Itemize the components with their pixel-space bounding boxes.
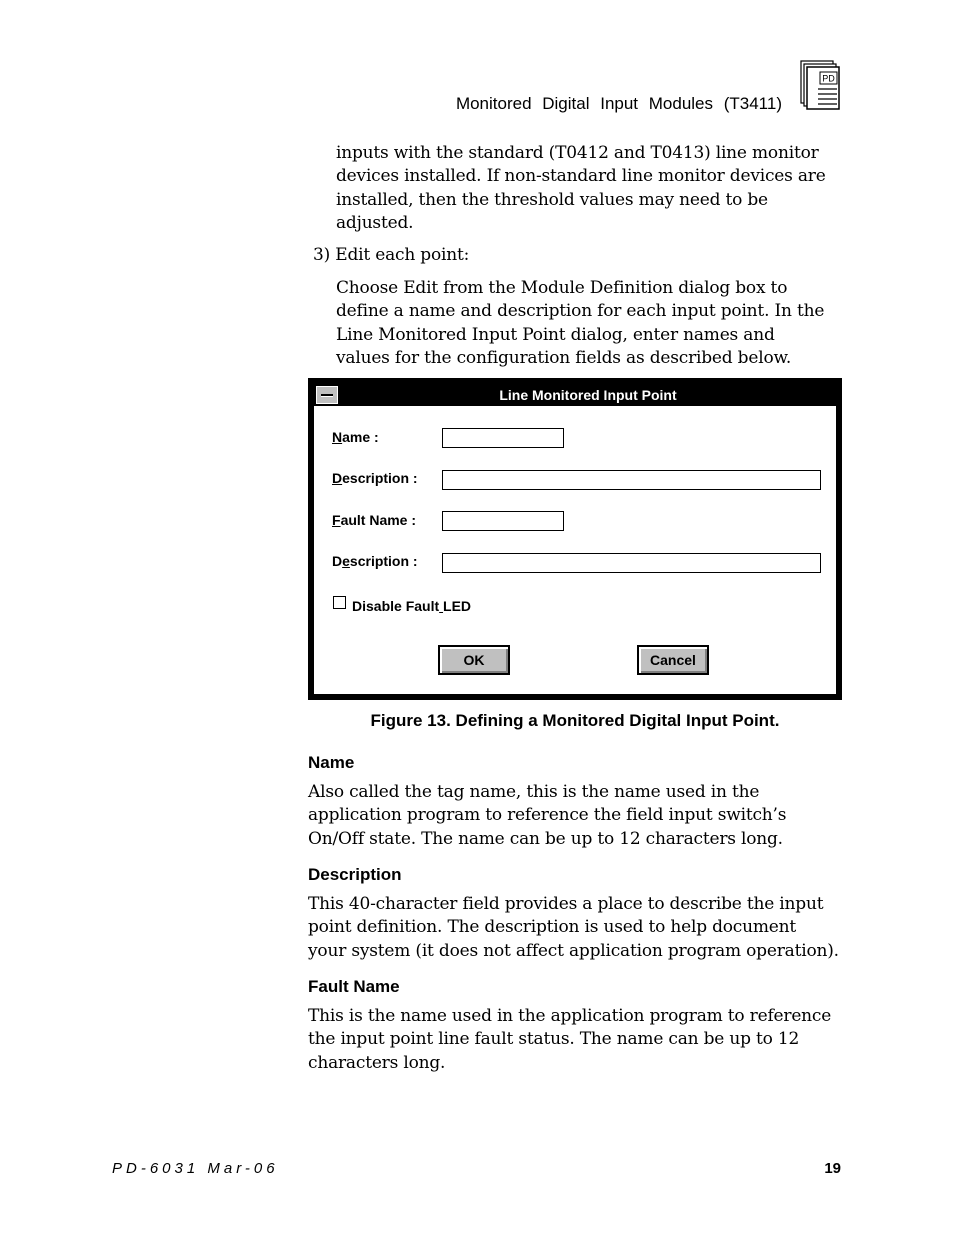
step-line: values for the configuration fields as described below. (336, 348, 792, 369)
intro-line: installed, then the threshold values may need to be (336, 189, 768, 210)
footer-doc-id: PD-6031 Mar-06 (112, 1160, 279, 1177)
dialog-body (313, 383, 837, 695)
description-input[interactable] (442, 470, 821, 490)
name-label-text: Name : (332, 429, 379, 445)
step-line: Choose Edit from the Module Definition dialog box to (336, 278, 788, 298)
section-body-name (308, 781, 848, 851)
ok-button[interactable]: OK (438, 645, 510, 675)
fault-name-label-text: Fault Name : (332, 512, 417, 528)
step-heading: 3) Edit each point: (313, 245, 470, 265)
body-line: your system (it does not affect application program operation). (308, 940, 839, 961)
page-number: 19 (824, 1160, 841, 1177)
description-label-text: Description : (332, 470, 418, 486)
line-monitored-input-point-dialog (308, 378, 842, 700)
body-line: This 40-character field provides a place to describe the input (308, 894, 824, 914)
description2-label (332, 553, 418, 569)
fault-name-label (332, 512, 416, 528)
dialog-titlebar (314, 384, 836, 406)
pd-document-icon (800, 60, 840, 110)
name-label (332, 429, 379, 445)
fault-name-input[interactable] (442, 511, 564, 531)
section-heading-name: Name (308, 753, 355, 772)
disable-fault-led-label[interactable]: Disable Fault LED (352, 598, 472, 614)
system-menu-icon[interactable] (316, 386, 338, 404)
section-heading-fault-name: Fault Name (308, 977, 400, 996)
body-line: This is the name used in the application program to reference (308, 1006, 832, 1026)
section-body-description (308, 893, 848, 963)
intro-line: inputs with the standard (T0412 and T0413) line monitor (336, 143, 819, 163)
section-body-fault-name (308, 1005, 848, 1075)
intro-line: devices installed. If non-standard line monitor devices are (336, 166, 826, 187)
cancel-button[interactable]: Cancel (637, 645, 709, 675)
section-heading-description: Description (308, 865, 402, 884)
step-line: Line Monitored Input Point dialog, enter names and (336, 324, 775, 345)
dialog-title: Line Monitored Input Point (499, 387, 677, 403)
description2-input[interactable] (442, 553, 821, 573)
figure-caption: Figure 13. Defining a Monitored Digital Input Point. (370, 711, 780, 730)
description-label (332, 470, 418, 486)
body-line: application program to reference the field input switch’s (308, 805, 787, 826)
step-paragraph (336, 277, 846, 371)
body-line: On/Off state. The name can be up to 12 characters long. (308, 828, 783, 849)
body-line: the input point line fault status. The name can be up to 12 (308, 1029, 800, 1050)
intro-paragraph (336, 142, 846, 236)
logo-text: PD (822, 73, 835, 84)
body-line: characters long. (308, 1052, 446, 1073)
intro-line: adjusted. (336, 213, 414, 234)
disable-fault-led-checkbox[interactable] (333, 596, 346, 609)
step-line: define a name and description for each input point. In the (336, 301, 825, 322)
body-line: point definition. The description is used to help document (308, 917, 797, 938)
description2-label-text: Description : (332, 553, 418, 569)
name-input[interactable] (442, 428, 564, 448)
running-header: Monitored Digital Input Modules (T3411) (455, 94, 782, 113)
body-line: Also called the tag name, this is the name used in the (308, 782, 760, 802)
